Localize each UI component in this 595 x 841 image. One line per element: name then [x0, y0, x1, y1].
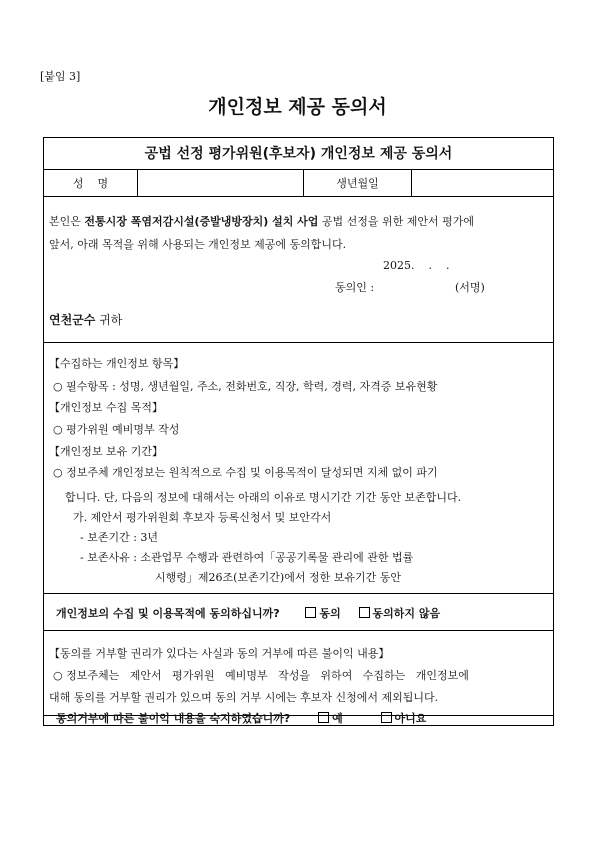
- yes-checkbox[interactable]: [318, 712, 329, 723]
- refusal-line-1: ○ 정보주체는 제안서 평가위원 예비명부 작성을 위하여 수집하는 개인정보에: [53, 669, 469, 682]
- signer-label: 동의인 :: [335, 281, 375, 294]
- retention-item: 가. 제안서 평가위원회 후보자 등록신청서 및 보안각서: [73, 511, 332, 524]
- name-label: 성 명: [44, 170, 138, 196]
- consent-date: 2025. . .: [383, 259, 450, 272]
- items-header: 【수집하는 개인정보 항목】: [49, 357, 185, 370]
- refusal-header: 【동의를 거부할 권리가 있다는 사실과 동의 거부에 따른 불이익 내용】: [49, 647, 390, 660]
- recipient: 연천군수 귀하: [49, 313, 123, 327]
- retention-line-1: ○ 정보주체 개인정보는 원칙적으로 수집 및 이용목적이 달성되면 지체 없이 파기: [53, 466, 438, 479]
- attachment-label: [붙임 3]: [40, 70, 81, 83]
- consent-line-2: 앞서, 아래 목적을 위해 사용되는 개인정보 제공에 동의합니다.: [49, 238, 347, 251]
- retention-reason-1: - 보존사유 : 소관업무 수행과 관련하여「공공기록물 관리에 관한 법률: [80, 551, 414, 564]
- question-2-row: [44, 712, 553, 726]
- disagree-option[interactable]: 동의하지 않음: [359, 607, 441, 620]
- question-1: 개인정보의 수집 및 이용목적에 동의하십니까? 동의 동의하지 않음: [56, 607, 441, 620]
- signature-field[interactable]: (서명): [455, 281, 485, 294]
- agree-checkbox[interactable]: [305, 607, 316, 618]
- birth-field[interactable]: [412, 170, 553, 196]
- birth-label: 생년월일: [304, 170, 412, 196]
- purpose-header: 【개인정보 수집 목적】: [49, 401, 164, 414]
- retention-line-2: 합니다. 단, 다음의 정보에 대해서는 아래의 이유로 명시기간 기간 동안 보존합니다.: [65, 491, 462, 504]
- form-header: 공법 선정 평가위원(후보자) 개인정보 제공 동의서: [44, 138, 553, 170]
- no-option[interactable]: 아니요: [381, 712, 427, 725]
- question-1-row: [44, 593, 553, 631]
- yes-option[interactable]: 예: [318, 712, 343, 725]
- applicant-info-row: [44, 170, 553, 197]
- retention-period: - 보존기간 : 3년: [80, 531, 159, 544]
- no-checkbox[interactable]: [381, 712, 392, 723]
- consent-statement: [44, 197, 553, 481]
- disagree-checkbox[interactable]: [359, 607, 370, 618]
- items-text: ○ 필수항목 : 성명, 생년월일, 주소, 전화번호, 직장, 학력, 경력, 자격증 보유현황: [53, 380, 438, 393]
- refusal-line-2: 대해 동의를 거부할 권리가 있으며 동의 거부 시에는 후보자 신청에서 제외됩니다.: [49, 691, 439, 704]
- retention-header: 【개인정보 보유 기간】: [49, 445, 164, 458]
- project-name: 전통시장 폭염저감시설(증발냉방장치) 설치 사업: [84, 215, 319, 228]
- consent-line-1: 본인은 전통시장 폭염저감시설(증발냉방장치) 설치 사업 공법 선정을 위한 제안서 평가에: [49, 215, 475, 228]
- section-divider: [44, 342, 553, 343]
- agree-option[interactable]: 동의: [305, 607, 340, 620]
- purpose-text: ○ 평가위원 예비명부 작성: [53, 423, 180, 436]
- question-2: 동의거부에 따른 불이익 내용을 숙지하였습니까? 예 아니요: [56, 712, 427, 725]
- refusal-notice: [44, 631, 553, 716]
- document-title: 개인정보 제공 동의서: [208, 96, 387, 118]
- consent-form: [43, 137, 554, 726]
- retention-reason-2: 시행령」제26조(보존기간)에서 정한 보유기간 동안: [155, 571, 401, 584]
- name-field[interactable]: [138, 170, 304, 196]
